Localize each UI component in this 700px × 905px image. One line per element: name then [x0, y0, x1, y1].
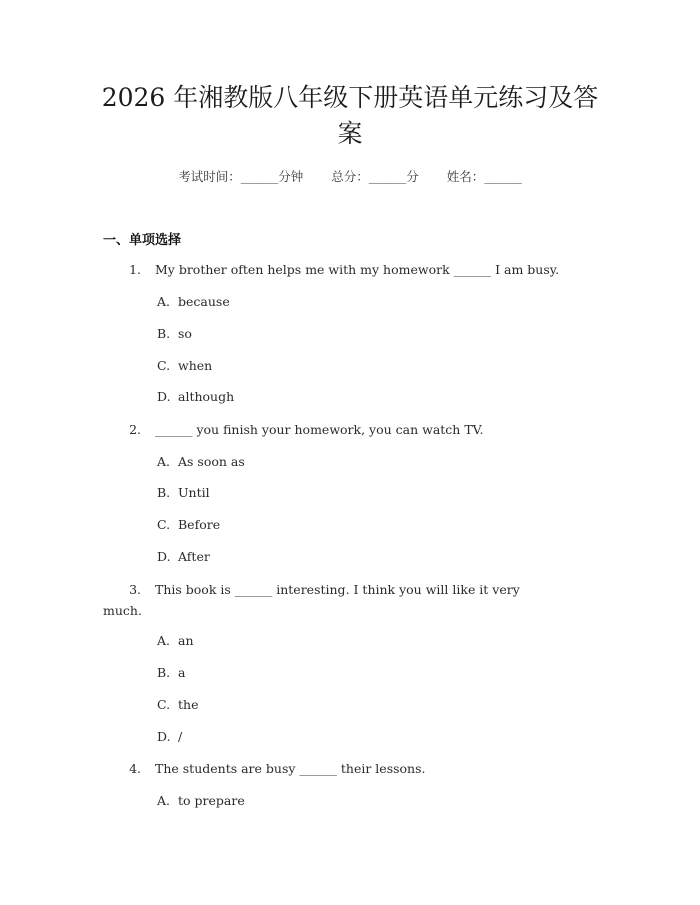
question-stem: ______ you finish your homework, you can watch TV. [155, 422, 484, 437]
option-label: C. [157, 358, 171, 373]
option-label: B. [157, 326, 171, 341]
option-d [157, 548, 210, 566]
option-c [157, 696, 198, 714]
question-2 [103, 419, 583, 440]
option-text: / [178, 729, 183, 744]
option-text: although [178, 389, 235, 404]
option-text: After [178, 549, 210, 564]
option-d [157, 728, 182, 746]
question-3-continuation: much. [103, 603, 142, 618]
option-label: A. [157, 294, 171, 309]
option-label: A. [157, 454, 171, 469]
option-a [157, 632, 194, 650]
option-b [157, 325, 192, 343]
option-text: Until [178, 485, 210, 500]
option-a [157, 293, 230, 311]
option-label: D. [157, 729, 171, 744]
document-title [90, 80, 610, 152]
option-label: A. [157, 633, 171, 648]
option-text: so [178, 326, 192, 341]
option-c [157, 357, 212, 375]
option-text: As soon as [178, 454, 245, 469]
question-number: 4. [129, 761, 141, 776]
option-a [157, 792, 245, 810]
option-text: an [178, 633, 194, 648]
option-text: because [178, 294, 230, 309]
option-label: C. [157, 517, 171, 532]
question-1 [103, 259, 583, 280]
option-b [157, 484, 210, 502]
option-label: B. [157, 485, 171, 500]
question-stem: My brother often helps me with my homework ______ I am busy. [155, 262, 560, 277]
question-3 [103, 579, 583, 600]
option-c [157, 516, 220, 534]
option-d [157, 388, 234, 406]
exam-time-label: 考试时间：______分钟 [178, 169, 304, 184]
option-text: Before [178, 517, 221, 532]
option-label: D. [157, 389, 171, 404]
option-text: when [178, 358, 213, 373]
option-text: to prepare [178, 793, 245, 808]
option-text: a [178, 665, 186, 680]
exam-info-line [0, 168, 700, 186]
question-number: 2. [129, 422, 141, 437]
title-line-1: 2026 年湘教版八年级下册英语单元练习及答 [101, 83, 599, 112]
option-label: B. [157, 665, 171, 680]
question-number: 1. [129, 262, 141, 277]
name-label: 姓名：______ [446, 169, 522, 184]
question-4 [103, 758, 583, 779]
question-stem: The students are busy ______ their lessons. [155, 761, 426, 776]
option-b [157, 664, 185, 682]
question-number: 3. [129, 582, 141, 597]
option-label: D. [157, 549, 171, 564]
option-label: A. [157, 793, 171, 808]
option-text: the [178, 697, 199, 712]
section-heading: 一、单项选择 [103, 233, 182, 248]
total-score-label: 总分：______分 [331, 169, 419, 184]
option-a [157, 453, 245, 471]
option-label: C. [157, 697, 171, 712]
question-stem: This book is ______ interesting. I think you will like it very [155, 582, 520, 597]
title-line-2: 案 [337, 119, 363, 148]
